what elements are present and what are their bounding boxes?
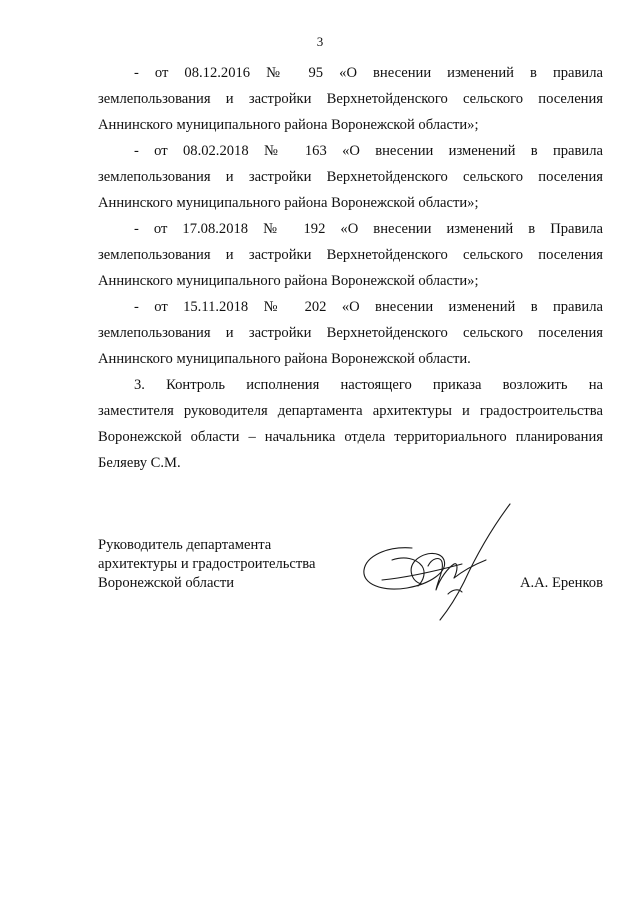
list-item-line: Аннинского муниципального района Воронежской области»;	[98, 195, 479, 211]
position-line: Воронежской области	[98, 575, 235, 591]
clause-line: заместителя руководителя департамента архитектуры и градостроительства	[98, 403, 603, 419]
position-line: Руководитель департамента	[98, 537, 272, 553]
clause-line: 3. Контроль исполнения настоящего приказа возложить на	[134, 377, 603, 393]
numbered-clause-3	[98, 372, 603, 476]
position-line: архитектуры и градостроительства	[98, 556, 316, 572]
list-item	[98, 294, 603, 372]
list-item-line: Аннинского муниципального района Воронежской области»;	[98, 117, 479, 133]
list-item-line: - от 08.12.2016 № 95 «О внесении изменений в правила	[134, 65, 603, 81]
list-item-line: - от 08.02.2018 № 163 «О внесении изменений в правила	[134, 143, 603, 159]
list-item-line: землепользования и застройки Верхнетойденского сельского поселения	[98, 91, 603, 107]
signer-name: А.А. Еренков	[519, 575, 603, 591]
list-item	[98, 138, 603, 216]
handwritten-signature	[352, 498, 522, 628]
document-body	[98, 60, 603, 476]
list-item	[98, 216, 603, 294]
list-item	[98, 60, 603, 138]
list-item-line: землепользования и застройки Верхнетойденского сельского поселения	[98, 169, 603, 185]
list-item-line: - от 15.11.2018 № 202 «О внесении изменений в правила	[134, 299, 603, 315]
list-item-line: землепользования и застройки Верхнетойденского сельского поселения	[98, 325, 603, 341]
list-item-line: Аннинского муниципального района Воронежской области»;	[98, 273, 479, 289]
signatory-position	[98, 536, 315, 593]
clause-line: Беляеву С.М.	[98, 455, 181, 471]
clause-line: Воронежской области – начальника отдела территориального планирования	[98, 429, 603, 445]
list-item-line: землепользования и застройки Верхнетойденского сельского поселения	[98, 247, 603, 263]
page-number: 3	[316, 34, 324, 49]
list-item-line: - от 17.08.2018 № 192 «О внесении изменений в Правила	[134, 221, 603, 237]
list-item-line: Аннинского муниципального района Воронежской области.	[98, 351, 471, 367]
